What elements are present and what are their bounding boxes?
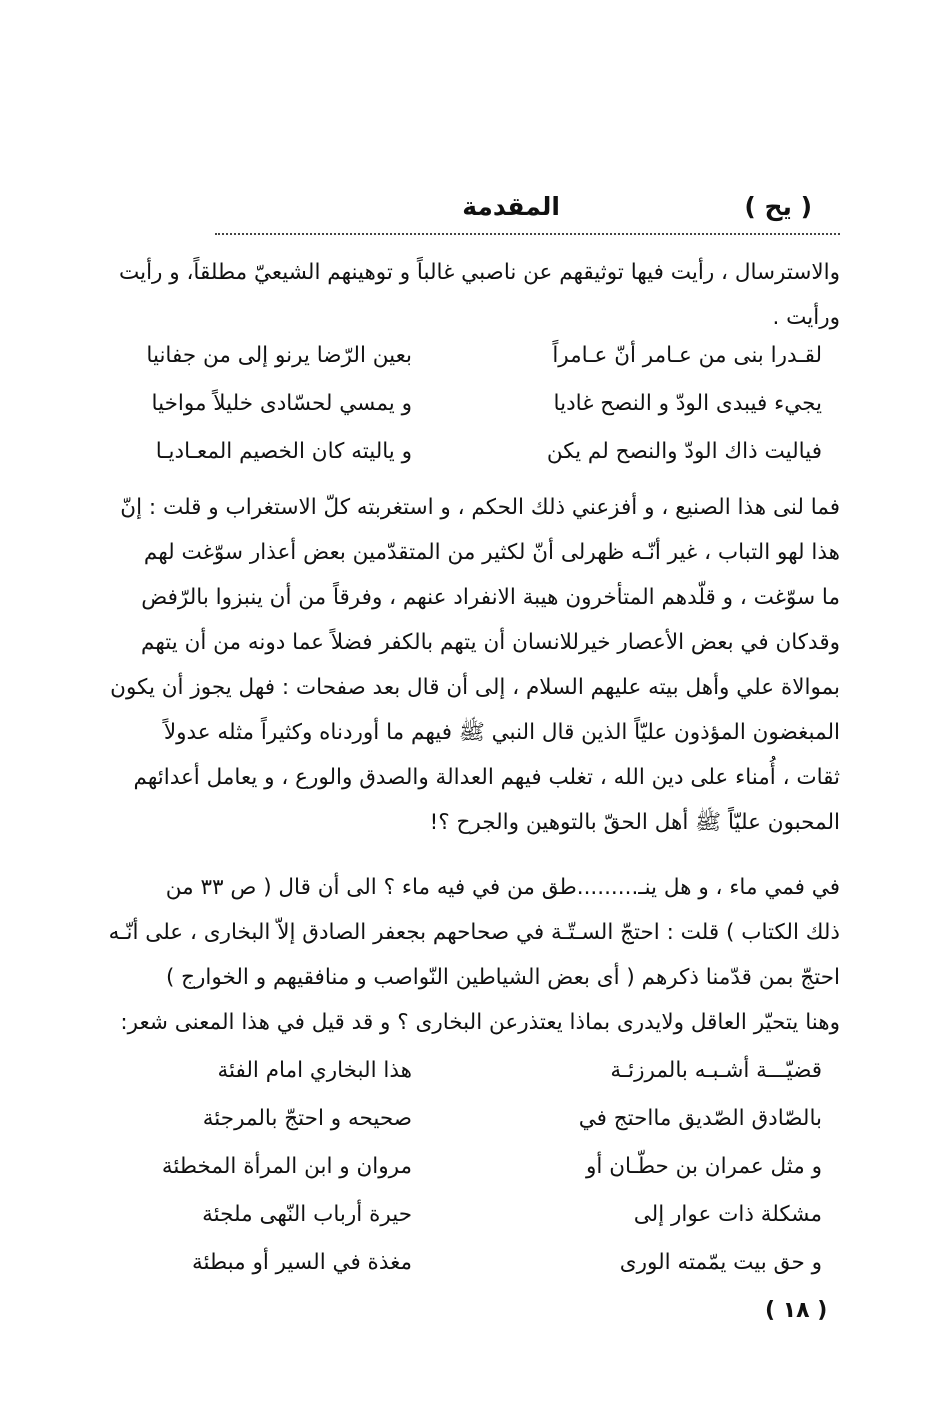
text-line: فما لنى هذا الصنيع ، و أفزعني ذلك الحكم ، و استغربته كلّ الاستغراب و قلت : إنّ [120,495,840,520]
page-title: المقدمة [462,192,560,221]
verse-second-hemistich: و يمسي لحسّادى خليلاً مواخيا [151,391,412,416]
verse [102,1154,842,1202]
verse-first-hemistich: بالصّادق الصّديق مااحتج في [578,1106,822,1131]
verse-first-hemistich: فياليت ذاك الودّ والنصح لم يكن [546,439,822,464]
text-line: وقدكان في بعض الأعصار خيرللانسان أن يتهم بالكفر فضلاً عما دونه من أن يتهم [141,630,840,655]
page-code: ( يح ) [744,192,812,221]
paragraph-1 [100,250,840,340]
verse [102,1202,842,1250]
text-line: ما سوّغت ، و قلّدهم المتأخرون هيبة الانفراد عنهم ، وفرقاً من أن ينبزوا بالرّفض [141,585,840,610]
text-line: المحبون عليّاً ﷺ أهل الحقّ بالتوهين والجرح ؟! [429,810,840,835]
verse-second-hemistich: حيرة أرباب النّهى ملجئة [202,1202,412,1227]
text-line: والاسترسال ، رأيت فيها توثيقهم عن ناصبي غالباً و توهينهم الشيعيّ مطلقاً، و رأيت [118,260,840,285]
text-line: بموالاة علي وأهل بيته عليهم السلام ، إلى أن قال بعد صفحات : فهل يجوز أن يكون [110,675,840,700]
paragraph-2 [100,485,840,845]
text-line: في فمي ماء ، و هل ينـ.........طق من في فيه ماء ؟ الى أن قال ( ص ٣٣ من [165,875,840,900]
verse-second-hemistich: مغذة في السير أو مبطئة [191,1250,412,1275]
poem-2 [102,1058,842,1298]
verse-second-hemistich: صحيحه و احتجّ بالمرجئة [202,1106,412,1131]
paragraph-3 [100,865,840,1045]
text-line: وهنا يتحيّر العاقل ولايدرى بماذا يعتذرعن البخارى ؟ و قد قيل في هذا المعنى شعر: [120,1010,840,1035]
verse-first-hemistich: قضيّـــة أشـبـه بالمرزئـة [610,1058,822,1083]
verse-first-hemistich: لقـدرا بنى من عـامر أنّ عـامراً [552,343,822,368]
verse [102,343,842,391]
verse-second-hemistich: و ياليته كان الخصيم المعـاديـا [155,439,412,464]
text-line: احتجّ بمن قدّمنا ذكرهم ( أى بعض الشياطين النّواصب و منافقيهم و الخوارج ) [165,965,840,990]
verse-first-hemistich: و مثل عمران بن حطّـان أو [586,1154,822,1179]
header-divider [215,233,840,235]
verse-second-hemistich: بعين الرّضا يرنو إلى من جفانيا [146,343,412,368]
verse [102,1058,842,1106]
verse [102,1106,842,1154]
verse-first-hemistich: يجيء فيبدى الودّ و النصح غاديا [553,391,822,416]
text-line: ذلك الكتاب ) قلت : احتجّ السـتّـة في صحاحهم بجعفر الصادق إلاّ البخارى ، على أنّـه [108,920,840,945]
verse [102,439,842,487]
text-line: هذا لهو التباب ، غير أنّـه ظهرلى أنّ لكثير من المتقدّمين بعض أعذار سوّغت لهم [143,540,840,565]
verse-second-hemistich: هذا البخاري امام الفئة [217,1058,412,1083]
verse [102,391,842,439]
text-line: ثقات ، أُمناء على دين الله ، تغلب فيهم العدالة والصدق والورع ، و يعامل أعدائهم [133,765,840,790]
page-header [215,190,840,230]
poem-1 [102,343,842,487]
verse-second-hemistich: مروان و ابن المرأة المخطئة [161,1154,412,1179]
page-number: ( ١٨ ) [765,1298,828,1323]
verse-first-hemistich: مشكلة ذات عوار إلى [633,1202,822,1227]
text-line: المبغضون المؤذون عليّاً الذين قال النبي ﷺ فيهم ما أوردناه وكثيراً مثله عدولاً [163,720,840,745]
verse [102,1250,842,1298]
text-line: ورأيت . [772,305,840,330]
verse-first-hemistich: و حق بيت يمّمته الورى [619,1250,822,1275]
